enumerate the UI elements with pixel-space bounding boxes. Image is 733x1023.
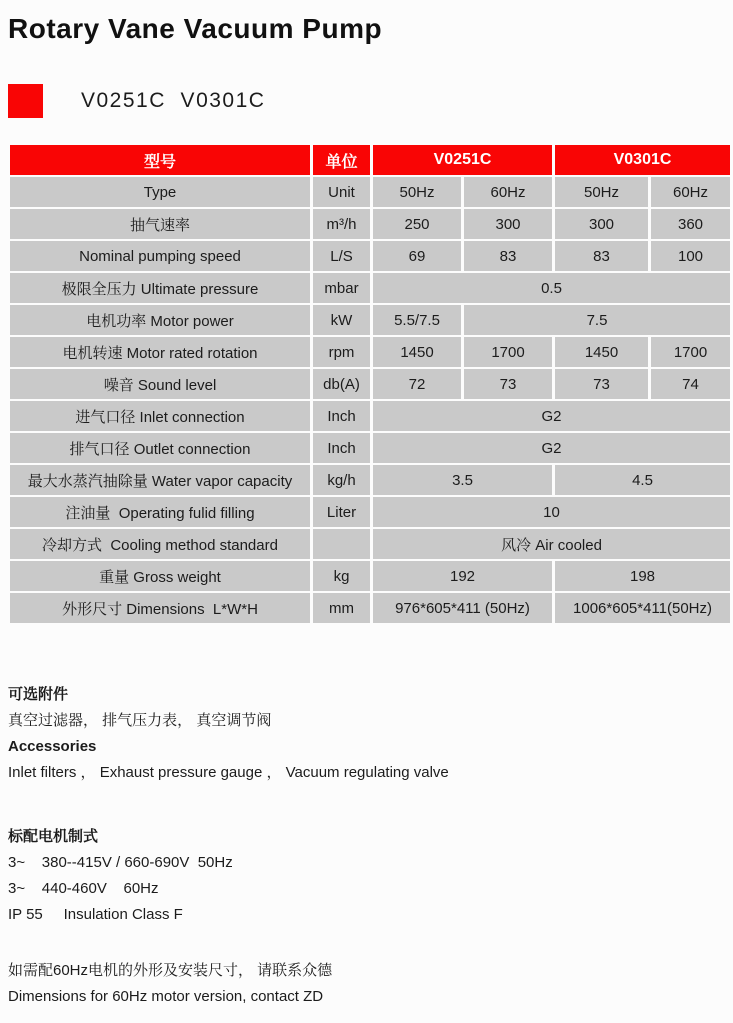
- spec-value-cell: 风冷 Air cooled: [373, 529, 730, 559]
- spec-value-cell: 1450: [373, 337, 461, 367]
- spec-table: [7, 143, 733, 625]
- table-row: [10, 177, 730, 207]
- accessories-heading-en: Accessories: [8, 738, 97, 755]
- spec-value-cell: 1700: [464, 337, 552, 367]
- row-unit: L/S: [313, 241, 370, 271]
- spec-value-cell: 83: [555, 241, 648, 271]
- table-row: [10, 369, 730, 399]
- accessories-items-zh: 真空过滤器， 排气压力表， 真空调节阀: [8, 712, 272, 729]
- row-unit: kg: [313, 561, 370, 591]
- spec-value-cell: 74: [651, 369, 730, 399]
- motor-heading-zh: 标配电机制式: [8, 828, 99, 845]
- spec-value-cell: 976*605*411 (50Hz): [373, 593, 552, 623]
- row-label: 电机功率 Motor power: [10, 305, 310, 335]
- spec-value-cell: 73: [555, 369, 648, 399]
- row-unit: m³/h: [313, 209, 370, 239]
- header-unit-col: 单位: [313, 145, 370, 175]
- table-row: [10, 465, 730, 495]
- table-row: [10, 561, 730, 591]
- spec-value-cell: 72: [373, 369, 461, 399]
- row-label: 冷却方式 Cooling method standard: [10, 529, 310, 559]
- motor-spec-section: [0, 824, 733, 928]
- table-row: [10, 593, 730, 623]
- row-label: 重量 Gross weight: [10, 561, 310, 591]
- spec-value-cell: 4.5: [555, 465, 730, 495]
- row-unit: Unit: [313, 177, 370, 207]
- spec-value-cell: 10: [373, 497, 730, 527]
- spec-value-cell: 198: [555, 561, 730, 591]
- spec-value-cell: 360: [651, 209, 730, 239]
- row-label: 外形尺寸 Dimensions L*W*H: [10, 593, 310, 623]
- header-v0301c-col: V0301C: [555, 145, 730, 175]
- row-label: Nominal pumping speed: [10, 241, 310, 271]
- header-v0251c-col: V0251C: [373, 145, 552, 175]
- spec-value-cell: 69: [373, 241, 461, 271]
- table-row: [10, 401, 730, 431]
- spec-value-cell: G2: [373, 401, 730, 431]
- header-model-col: 型号: [10, 145, 310, 175]
- motor-insulation: IP 55 Insulation Class F: [8, 906, 183, 923]
- spec-value-cell: 60Hz: [651, 177, 730, 207]
- row-label: 最大水蒸汽抽除量 Water vapor capacity: [10, 465, 310, 495]
- spec-value-cell: 192: [373, 561, 552, 591]
- table-row: [10, 497, 730, 527]
- row-label: 电机转速 Motor rated rotation: [10, 337, 310, 367]
- datasheet-page: [0, 12, 733, 1010]
- spec-value-cell: 60Hz: [464, 177, 552, 207]
- spec-table-body: [10, 177, 730, 623]
- row-label: 进气口径 Inlet connection: [10, 401, 310, 431]
- accessories-items-en: Inlet filters ， Exhaust pressure gauge ， Vacuum regulating valve: [8, 764, 449, 781]
- row-label: 噪音 Sound level: [10, 369, 310, 399]
- row-label: 排气口径 Outlet connection: [10, 433, 310, 463]
- table-row: [10, 273, 730, 303]
- models-row: [8, 84, 733, 118]
- spec-value-cell: 50Hz: [555, 177, 648, 207]
- table-row: [10, 337, 730, 367]
- spec-value-cell: 50Hz: [373, 177, 461, 207]
- spec-value-cell: 0.5: [373, 273, 730, 303]
- spec-value-cell: 1006*605*411(50Hz): [555, 593, 730, 623]
- spec-value-cell: 250: [373, 209, 461, 239]
- table-header-row: [10, 145, 730, 175]
- accessories-section: [0, 682, 733, 786]
- row-unit: rpm: [313, 337, 370, 367]
- spec-value-cell: 100: [651, 241, 730, 271]
- row-label: 极限全压力 Ultimate pressure: [10, 273, 310, 303]
- spec-value-cell: 300: [555, 209, 648, 239]
- accessories-heading-zh: 可选附件: [8, 686, 69, 703]
- spec-value-cell: 300: [464, 209, 552, 239]
- note-zh: 如需配60Hz电机的外形及安装尺寸， 请联系众德: [8, 962, 333, 979]
- row-label: 注油量 Operating fulid filling: [10, 497, 310, 527]
- row-unit: mbar: [313, 273, 370, 303]
- row-unit: Liter: [313, 497, 370, 527]
- table-row: [10, 305, 730, 335]
- note-section: [0, 958, 733, 1010]
- motor-voltage-60hz: 3~ 440-460V 60Hz: [8, 880, 159, 897]
- row-label: 抽气速率: [10, 209, 310, 239]
- note-en: Dimensions for 60Hz motor version, contact ZD: [8, 988, 324, 1005]
- spec-value-cell: 73: [464, 369, 552, 399]
- row-unit: kW: [313, 305, 370, 335]
- motor-voltage-50hz: 3~ 380--415V / 660-690V 50Hz: [8, 854, 233, 871]
- page-title: Rotary Vane Vacuum Pump: [8, 13, 383, 44]
- spec-value-cell: 7.5: [464, 305, 730, 335]
- row-label: Type: [10, 177, 310, 207]
- row-unit: [313, 529, 370, 559]
- spec-value-cell: 1450: [555, 337, 648, 367]
- model-numbers: V0251C V0301C: [81, 89, 266, 112]
- table-row: [10, 241, 730, 271]
- spec-value-cell: 1700: [651, 337, 730, 367]
- spec-value-cell: G2: [373, 433, 730, 463]
- row-unit: Inch: [313, 433, 370, 463]
- row-unit: Inch: [313, 401, 370, 431]
- spec-value-cell: 3.5: [373, 465, 552, 495]
- row-unit: db(A): [313, 369, 370, 399]
- red-square-marker: [8, 84, 43, 118]
- table-row: [10, 433, 730, 463]
- table-row: [10, 209, 730, 239]
- row-unit: kg/h: [313, 465, 370, 495]
- row-unit: mm: [313, 593, 370, 623]
- table-row: [10, 529, 730, 559]
- spec-value-cell: 5.5/7.5: [373, 305, 461, 335]
- spec-value-cell: 83: [464, 241, 552, 271]
